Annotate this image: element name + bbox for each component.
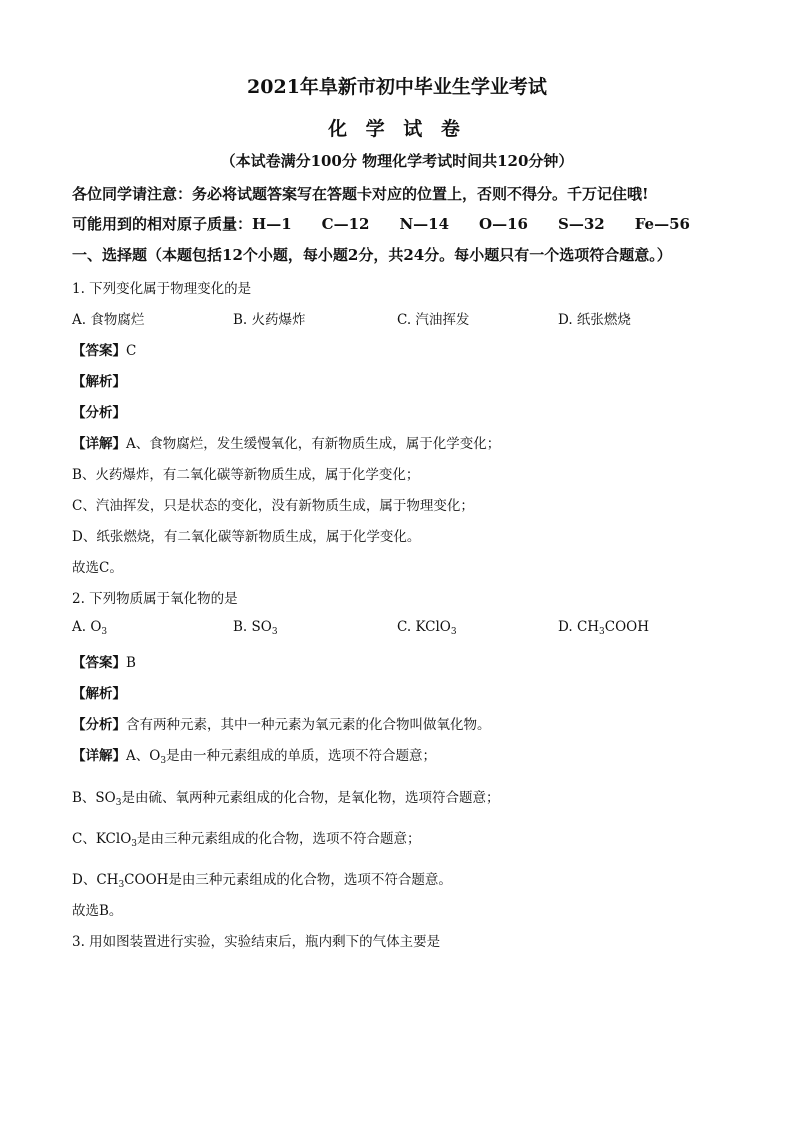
subject-title: 化 学 试 卷 [328,118,466,140]
atomic-mass-o: O—16 [479,215,528,233]
q1-detail-a [72,432,500,452]
notice: 各位同学请注意：务必将试题答案写在答题卡对应的位置上，否则不得分。千万记住哦! [72,185,649,203]
q2-detail-c: C、KClO$_3$是由三种元素组成的化合物，选项不符合题意； [72,831,421,849]
atomic-mass-label: 可能用到的相对原子质量： [72,215,253,233]
q2-analysis-tag: 【解析】 [72,686,126,702]
q2-conclusion: 故选B。 [72,903,123,919]
q2-option-b: B. $SO_3$ [233,619,278,637]
q1-fenxi-tag: 【分析】 [72,405,126,421]
q1-option-d: D. 纸张燃烧 [558,312,631,328]
q1-conclusion: 故选C。 [72,560,123,576]
atomic-mass-c: C—12 [321,215,370,233]
q1-detail-d: D、纸张燃烧，有二氧化碳等新物质生成，属于化学变化。 [72,529,421,545]
atomic-mass-s: S—32 [557,215,605,233]
q1-detail-c: C、汽油挥发，只是状态的变化，没有新物质生成，属于物理变化； [72,498,474,514]
q1-detail-a-text: A、食物腐烂，发生缓慢氧化，有新物质生成，属于化学变化； [126,436,501,452]
atomic-mass-row [72,213,690,234]
exam-title: 2021年阜新市初中毕业生学业考试 [247,76,547,98]
q1-stem: 1. 下列变化属于物理变化的是 [72,281,252,297]
q2-answer [72,651,136,671]
q2-option-c: C. KClO$_3$ [397,619,457,637]
exam-note: （本试卷满分100分 物理化学考试时间共120分钟） [220,152,574,170]
q1-detail-tag: 【详解】 [72,436,126,452]
q2-fenxi-text: 含有两种元素，其中一种元素为氧元素的化合物叫做氧化物。 [126,717,491,733]
q1-analysis-tag: 【解析】 [72,374,126,390]
q2-option-a: A. $O_3$ [72,619,108,637]
q1-answer-value: C [126,343,137,359]
q1-option-a: A. 食物腐烂 [72,312,145,328]
q2-detail-tag: 【详解】 [72,748,126,764]
q2-answer-tag: 【答案】 [72,655,126,671]
q2-fenxi-tag: 【分析】 [72,717,126,733]
atomic-mass-fe: Fe—56 [634,215,690,233]
q2-stem: 2. 下列物质属于氧化物的是 [72,591,238,607]
atomic-mass-n: N—14 [399,215,450,233]
atomic-mass-h: H—1 [252,215,292,233]
q1-detail-b: B、火药爆炸，有二氧化碳等新物质生成，属于化学变化； [72,467,420,483]
q1-answer-tag: 【答案】 [72,343,126,359]
q2-option-d: D. $CH_3COOH$ [558,619,650,637]
q1-answer [72,339,136,359]
q1-option-b: B. 火药爆炸 [233,312,306,328]
q2-detail-b: B、$SO_3$是由硫、氧两种元素组成的化合物，是氧化物，选项符合题意； [72,790,500,808]
q2-detail-a: 【详解】A、$O_3$是由一种元素组成的单质，选项不符合题意； [72,748,437,766]
q3-stem: 3. 用如图装置进行实验，实验结束后，瓶内剩下的气体主要是 [72,934,441,950]
q2-detail-d: D、$CH_3COOH$是由三种元素组成的化合物，选项不符合题意。 [72,872,452,890]
q2-answer-value: B [126,655,136,671]
q2-fenxi [72,713,491,733]
q1-option-c: C. 汽油挥发 [397,312,470,328]
section-title: 一、选择题（本题包括12个小题，每小题2分，共24分。每小题只有一个选项符合题意。） [72,246,672,264]
